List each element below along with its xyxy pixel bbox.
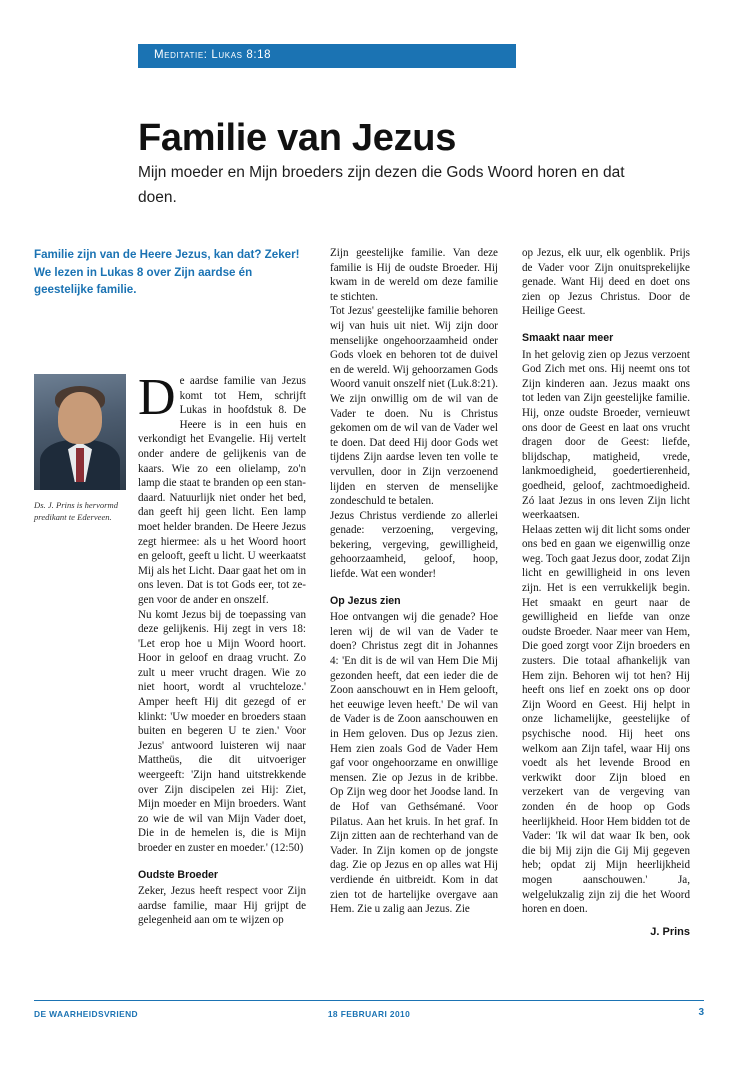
page-number: 3	[698, 1007, 704, 1018]
drop-cap: D	[138, 369, 176, 426]
photo-caption: Ds. J. Prins is hervormd predikant te Ederveen.	[34, 500, 119, 522]
paragraph: op Jezus, elk uur, elk ogenblik. Prijs de Vader voor Zijn onuitsprekelijke genade. Want Hij deed en doet ons zien op Jezus Christus. Door de Heilige Geest.	[522, 247, 690, 318]
kicker-text: Meditatie: Lukas 8:18	[154, 49, 272, 61]
author-signoff: J. Prins	[650, 925, 690, 938]
text-column-1	[138, 369, 306, 928]
article-subtitle: Mijn moeder en Mijn broeders zijn dezen die Gods Woord horen en dat doen.	[138, 164, 625, 206]
paragraph: Tot Jezus' geestelijke familie behoren wij van huis uit niet. Wij zijn door menselijke ongehoorzaamheid onder Gods vloek en behoren tot de duivel en de wereld. Wij gehoorzamen Gods Woord vanuit onszelf niet (Luk.8:21). We zijn onwillig om de wil van de Vader te doen. Nu is Christus gekomen om de wil van de Vader wel te doen. Dat deed Hij door Gods wet tijdens Zijn aardse leven ten volle te vervullen, door in Zijn verzoenend lijden en sterven de menselijke zondeschuld te betalen.	[330, 305, 498, 508]
photo-face	[58, 392, 102, 444]
paragraph: Helaas zetten wij dit licht soms onder ons bed en gaan we eigenwillig onze weg. Toch gaat Jezus door, zodat Zijn licht en gewilligheid in ons leven zijn. Het is een verrukkelijk begin. Het smaakt en geurt naar de gewilligheid en liefde van onze oudste Broeder. Naar meer van Hem, Die goed zorgt voor Zijn broeders en zusters. Die totaal afhankelijk van Hem zijn. Behoren wij tot hen? Hij heeft ons lief en zoekt ons op door Zijn Woord en Geest. Hij helpt in onze lichamelijke, geestelijke of psychische nood. Hij heet ons welkom aan Zijn tafel, waar Hij ons voedt als het levende Brood en verkwikt door Zijn bloed en verzekert van de vergeving van zonden én de hoop op Gods heerlijkheid. Hoor Hem bidden tot de Vader: 'Ik wil dat waar Ik ben, ook die bij Mij zijn die Gij Mij gegeven heb; opdat zij Mijn heerlijkheid mogen aanschouwen.' Ja, welgelukzalig zijn zij die het Woord horen en doen.	[522, 523, 690, 916]
paragraph: Jezus Christus verdiende zo allerlei genade: verzoening, vergeving, bekering, vergeving, gewilligheid, gehoorzaamheid, geloof, hoop, liefde. Wat een wonder!	[330, 509, 498, 581]
paragraph: Hoe ontvangen wij die genade? Hoe leren wij de wil van de Vader te doen? Christus zegt dit in Johannes 4: 'En dit is de wil van Hem Die Mij gezonden heeft, dat een ieder die de Zoon aanschouwt en in Hem gelooft, het eeuwige leven heeft.' De wil van de Vader is de Zoon aanschouwen en in Hem geloven. Dus op Jezus zien. Hem zien zoals God de Vader Hem gaf voor ongehoorzame en onwillige mensen. Zie op Jezus in de kribbe. Op Zijn weg door het Joodse land. In de Hof van Gethsémané. Voor Pilatus. Aan het kruis. In het graf. In Zijn zitten aan de rechterhand van de Vader. In Zijn komen op de jongste dag. Zie op Jezus en op alles wat Hij verdiende én uitbreidt. Kom in dat zien tot de hartelijke overgave aan Hem. Zie u zalig aan Jezus. Zie	[330, 611, 498, 916]
page-title: Familie van Jezus	[138, 117, 457, 160]
subheading: Oudste Broeder	[138, 868, 219, 881]
subheading: Smaakt naar meer	[522, 331, 614, 344]
paragraph: Nu komt Jezus bij de toepassing van deze gelijkenis. Hij zegt in vers 18: 'Let erop hoe u Mijn Woord hoort. Hoor in geloof en draag vrucht. Zo zult u meer vrucht dragen. Wie zo niet hoort, wordt al vruchteloze.' Amper heeft Hij dit gezegd of er klinkt: 'Uw moeder en broeders staan buiten en begeren U te zien.' Voor Jezus' antwoord luisteren wij naar Mattheüs, die dit uitvoeriger weergeeft: 'Zijn hand uitstrekkende over Zijn discipelen zei Hij: Ziet, Mijn moeder en Mijn broeders. Want zo wie de wil van Mijn Vader doet, Die in de hemelen is, die is Mijn broeder en zuster en moeder.' (12:50)	[138, 608, 306, 854]
footer-publication: DE WAARHEIDSVRIEND	[34, 1009, 138, 1019]
text-column-3	[522, 246, 690, 939]
paragraph: Zijn geestelijke familie. Van deze familie is Hij de oudste Broeder. Hij kwam in de wereld om deze familie te stichten.	[330, 247, 498, 303]
paragraph-text: e aardse familie van Jezus komt tot Hem, schrijft Lukas in hoofdstuk 8. De Heere is in een huis en verkondigt het Evangelie. Hij vertelt onder andere de gelijkenis van de kaars. Wie zo een olielamp, zo'n lamp die staat te branden op een standaard. Natuurlijk niet onder het bed, dan geeft hij geen licht. Een lamp moet helder branden. De Heere Jezus zegt hiermee: als u het Woord hoort en gelooft, geeft u licht. U weerkaatst Mij als het Licht. Daar gaat het om in ons leven. Dat is tot Gods eer, tot zegen voor de ander en onszelf.	[138, 375, 306, 606]
photo-tie	[76, 448, 84, 482]
paragraph: In het gelovig zien op Jezus verzoent God Zich met ons. Hij neemt ons tot Zijn kinderen aan. Jezus maakt ons tot leden van Zijn geestelijke familie. Hij, onze oudste Broeder, vernieuwt ons door de Geest en laat ons vrucht dragen door de Geest: liefde, blijdschap, matigheid, vrede, lankmoedigheid, goedertierenheid, goedheid, geloof, zachtmoedigheid. Zó laat Jezus in ons leven Zijn licht weerkaatsen.	[522, 348, 690, 522]
subheading: Op Jezus zien	[330, 594, 401, 607]
footer-divider	[34, 1000, 704, 1001]
author-photo	[34, 374, 126, 490]
paragraph: Zeker, Jezus heeft respect voor Zijn aardse familie, maar Hij grijpt de gelegenheid aan om te wijzen op	[138, 885, 306, 927]
text-column-2	[330, 246, 498, 917]
article-lead: Familie zijn van de Heere Jezus, kan dat? Zeker! We lezen in Lukas 8 over Zijn aardse én geestelijke familie.	[34, 248, 300, 296]
footer-date: 18 FEBRUARI 2010	[327, 1009, 411, 1019]
paragraph	[138, 369, 306, 608]
